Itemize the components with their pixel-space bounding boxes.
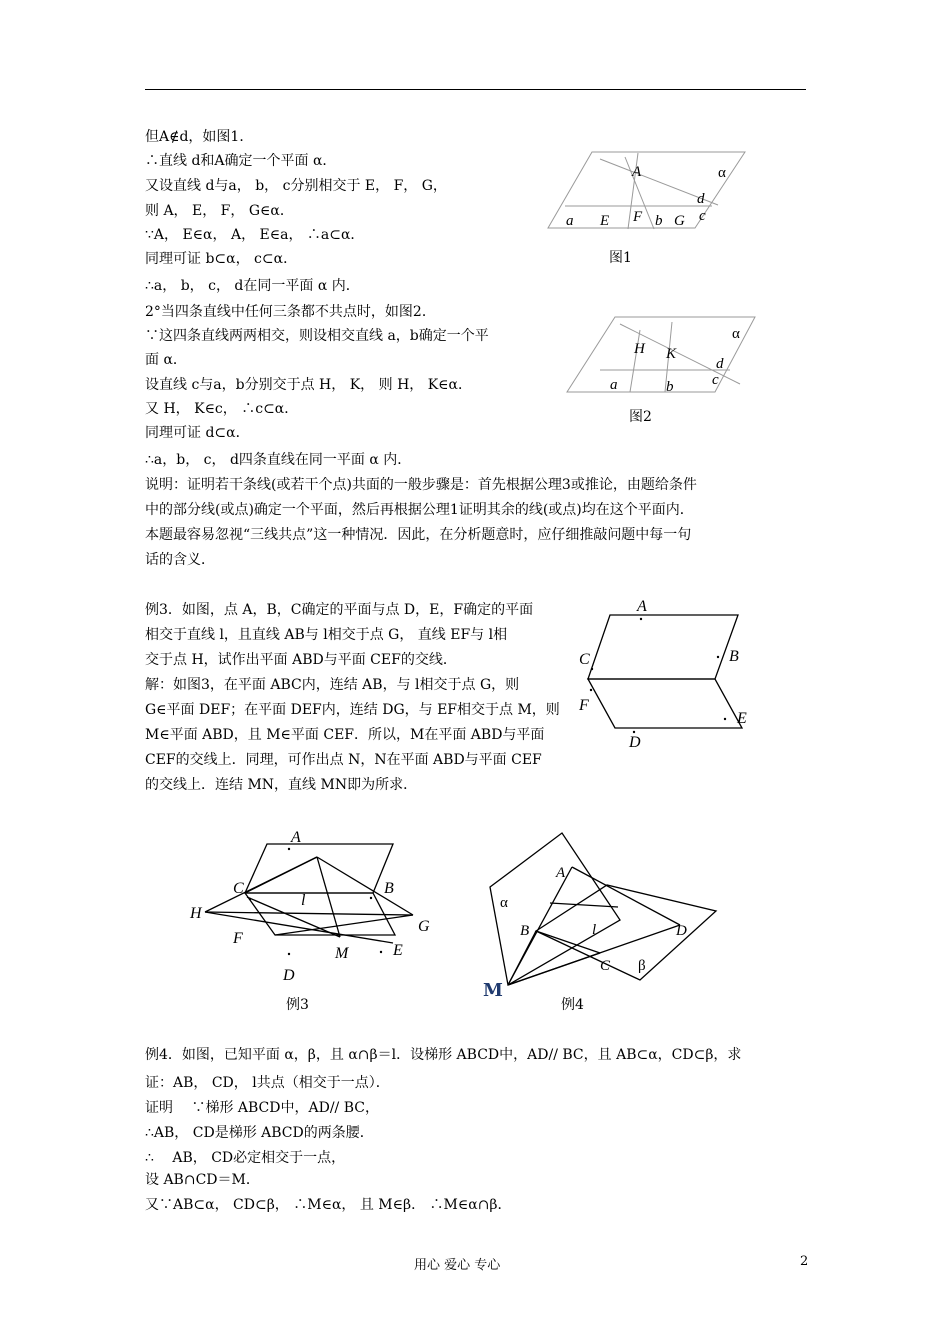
line-l (205, 912, 413, 915)
figure-1 (540, 145, 755, 240)
figure-example4-caption: 例4 (561, 997, 584, 1013)
fig2-label: a (610, 377, 618, 393)
figure-example4 (480, 825, 730, 990)
text-line: ∴AB， CD是梯形 ABCD的两条腰． (145, 1125, 374, 1141)
text-line: 同理可证 b⊂α， c⊂α． (145, 251, 298, 267)
ex3-label: E (393, 942, 403, 959)
text-line: 本题最容易忽视“三线共点”这一种情况．因此，在分析题意时，应仔细推敲问题中每一句 (145, 527, 692, 543)
text-line: 又∵AB⊂α， CD⊂β， ∴M∈α， 且 M∈β． ∴M∈α∩β． (145, 1197, 512, 1213)
fig1-label: d (697, 191, 705, 207)
line-intersection (550, 903, 618, 907)
text-line: 但A∉d，如图1． (145, 129, 254, 145)
text-line: ∴a，b， c， d四条直线在同一平面 α 内． (145, 452, 412, 468)
fig1-label: A (632, 164, 642, 180)
figure-2 (560, 310, 760, 400)
fig2-label: α (732, 326, 740, 342)
figure-example3-caption: 例3 (286, 997, 309, 1013)
figure-1-caption: 图1 (609, 250, 632, 266)
fig2-label: d (716, 356, 724, 372)
fig2-label: b (666, 379, 674, 395)
plane-def (588, 679, 742, 728)
text-line: 的交线上．连结 MN，直线 MN即为所求． (145, 777, 418, 793)
text-line: ∴直线 d和A确定一个平面 α． (145, 153, 337, 169)
text-line: 同理可证 d⊂α． (145, 425, 250, 441)
point-m-label: M (483, 980, 503, 1001)
ex3-label: B (384, 880, 394, 897)
text-line: 相交于直线 l，且直线 AB与 l相交于点 G， 直线 EF与 l相 (145, 627, 508, 643)
fig1-label: α (718, 165, 726, 181)
plane-abc (245, 844, 393, 893)
ex4-label: C (600, 958, 611, 974)
line-a (630, 330, 640, 392)
fig1-label: F (633, 209, 643, 225)
text-line: 例4．如图，已知平面 α，β，且 α∩β＝l．设梯形 ABCD中，AD// BC，且 AB⊂α，CD⊂β，求 (145, 1047, 742, 1063)
text-line: G∈平面 DEF；在平面 DEF内，连结 DG，与 EF相交于点 M，则 (145, 702, 560, 718)
text-line: 设直线 c与a，b分别交于点 H， K， 则 H， K∈α． (145, 377, 473, 393)
page-footer: 用心 爱心 专心 (414, 1258, 501, 1273)
plane-alpha-outline (567, 317, 755, 392)
ex3-label: l (301, 892, 306, 909)
text-line: M∈平面 ABD，且 M∈平面 CEF．所以，M在平面 ABD与平面 (145, 727, 545, 743)
ex3-label: H (190, 905, 202, 922)
text-line: CEF的交线上．同理，可作出点 N，N在平面 ABD与平面 CEF (145, 752, 542, 768)
figure-example3-planes (570, 595, 760, 755)
fig2-label: H (634, 341, 645, 357)
text-line: ∴ AB， CD必定相交于一点， (145, 1150, 346, 1166)
header-rule (145, 89, 806, 90)
line-ca (245, 857, 317, 893)
ex4-label: β (638, 958, 646, 974)
text-line: ∵A， E∈α， A， E∈a， ∴a⊂α． (145, 227, 365, 243)
fig1-label: E (600, 213, 610, 229)
figure-example3 (185, 825, 440, 985)
fig2-label: K (666, 346, 677, 362)
ex3-label: G (418, 918, 430, 935)
figure-2-caption: 图2 (629, 409, 652, 425)
ex4-label: A (556, 865, 566, 881)
text-line: ∴a， b， c， d在同一平面 α 内． (145, 278, 360, 294)
ex3-top-label: A (637, 598, 647, 615)
ex3-top-label: D (629, 734, 641, 751)
text-line: 交于点 H，试作出平面 ABD与平面 CEF的交线． (145, 652, 457, 668)
text-line: 解：如图3，在平面 ABC内，连结 AB，与 l相交于点 G，则 (145, 677, 520, 693)
text-line: 面 α． (145, 352, 187, 368)
text-line: ∵这四条直线两两相交，则设相交直线 a，b确定一个平 (145, 328, 489, 344)
line-ad (572, 867, 680, 925)
fig1-label: G (674, 213, 685, 229)
fig2-label: c (712, 372, 719, 388)
text-line: 话的含义． (145, 552, 215, 568)
ex4-label: α (500, 895, 508, 911)
text-line: 又设直线 d与a， b， c分别相交于 E， F， G， (145, 178, 447, 194)
ex4-label: D (676, 923, 687, 939)
ex4-label: l (592, 922, 597, 938)
fig1-label: b (655, 213, 663, 229)
ex3-top-label: C (579, 651, 590, 668)
fig1-label: c (699, 208, 706, 224)
ex4-label: B (520, 923, 530, 939)
text-line: 证：AB， CD， l共点（相交于一点）． (145, 1075, 390, 1091)
ex3-label: F (233, 930, 243, 947)
text-line: 又 H， K∈c， ∴c⊂α． (145, 401, 299, 417)
fig1-label: a (566, 213, 574, 229)
ex3-label: C (233, 880, 244, 897)
ex3-top-label: F (579, 697, 589, 714)
ex3-label: D (283, 967, 295, 984)
plane-abc (588, 615, 738, 679)
text-line: 证明 ∵梯形 ABCD中，AD// BC， (145, 1100, 379, 1116)
text-line: 说明：证明若干条线(或若干个点)共面的一般步骤是：首先根据公理3或推论，由题给条件 (145, 477, 697, 493)
ex3-top-label: E (737, 710, 747, 727)
ex3-top-label: B (729, 648, 739, 665)
text-line: 设 AB∩CD＝M． (145, 1172, 260, 1188)
text-line: 则 A， E， F， G∈α． (145, 203, 294, 219)
text-line: 中的部分线(或点)确定一个平面，然后再根据公理1证明其余的线(或点)均在这个平面内． (145, 502, 694, 518)
ex3-label: A (291, 829, 301, 846)
plane-alpha-outline (548, 152, 745, 228)
text-line: 2°当四条直线中任何三条都不共点时，如图2． (145, 304, 436, 320)
ex3-label: M (335, 945, 349, 962)
line-cm (247, 897, 340, 937)
page-number: 2 (800, 1254, 809, 1269)
text-line: 例3．如图，点 A，B，C确定的平面与点 D，E，F确定的平面 (145, 602, 534, 618)
